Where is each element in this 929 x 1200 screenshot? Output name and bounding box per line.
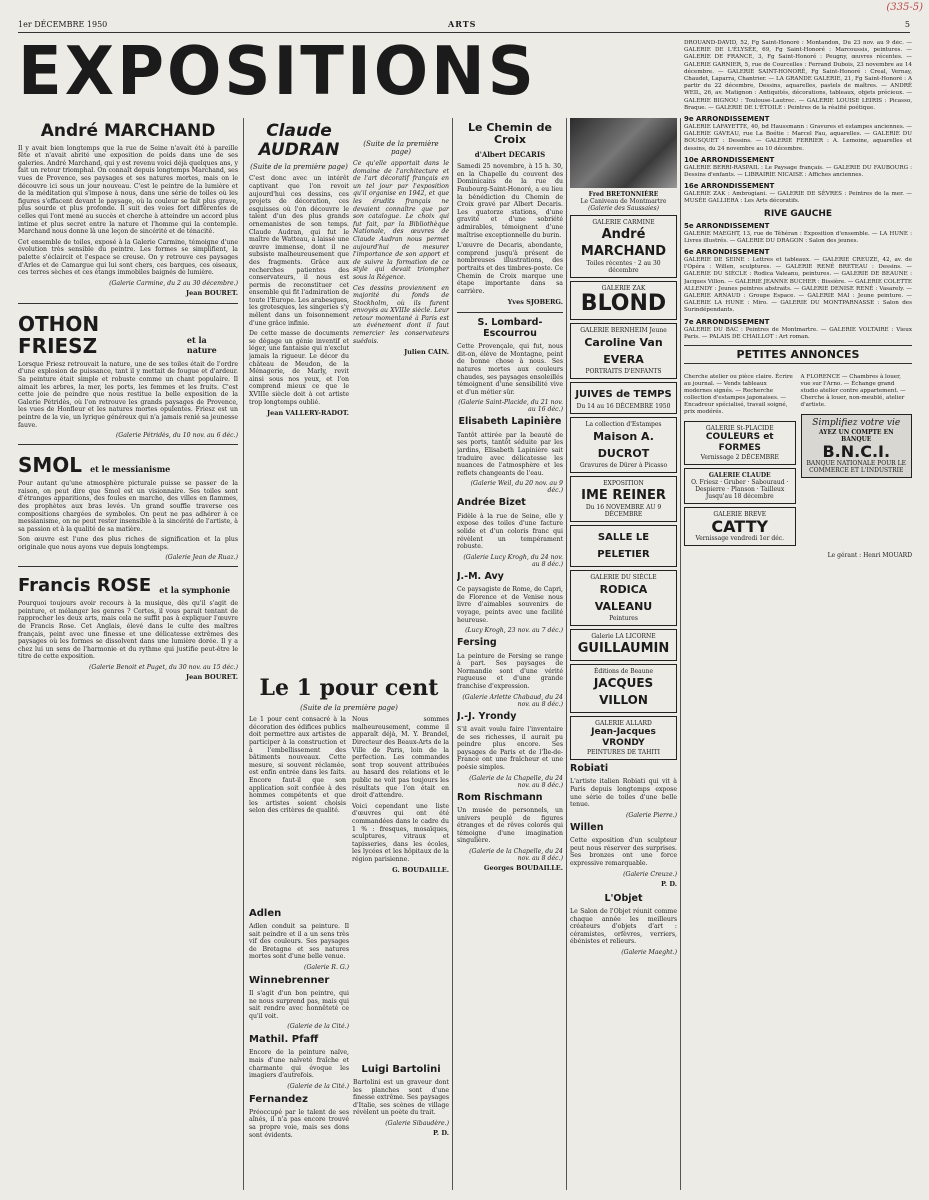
- gallery-ad: [570, 716, 677, 760]
- listing-text: GALERIE MAEGHT, 13, rue de Téhéran : Exposition d'ensemble. — LA HUNE : Livres illustrés. — GALERIE DU DRAGON : Salon des jeunes.: [684, 230, 912, 244]
- article-body: L'œuvre de Decaris, abondante, comprend jusqu'à présent de nombreuses illustrations, des portraits et des timbres-poste. Ce Chemin de Croix marque une étape importante dans sa carrière.: [457, 242, 563, 295]
- classifieds-heading: PETITES ANNONCES: [684, 345, 912, 364]
- gallery-credit: (Galerie Pétridès, du 10 nov. au 6 déc.): [115, 432, 238, 440]
- article-title: Claude AUDRAN: [258, 121, 340, 160]
- column-divider: [243, 118, 244, 1190]
- ad-bank-full-name: BANQUE NATIONALE POUR LE COMMERCE ET L'INDUSTRIE: [806, 460, 906, 475]
- listing-text: GALERIE BERRI-RASPAIL : Le Paysage français. — GALERIE DU FAUBOURG : Dessins d'enfants. — LIBRAIRIE NICAISE : Affiches anciennes.: [684, 164, 912, 179]
- gallery-ad: [570, 215, 677, 278]
- article-title: L'Objet: [604, 892, 643, 904]
- classifieds-text: Cherche atelier ou pièce claire. Écrire au journal. — Vends tableaux modernes signés. — Recherche collection d'estampes japonaises. — Encadreur spécialisé, travail soigné, prix modérés.: [684, 373, 793, 415]
- ad-title: Maison A. DUCROT: [593, 430, 654, 460]
- column-5-ads: [570, 118, 677, 1193]
- column-divider: [680, 118, 681, 1190]
- arrondissement-heading: 16e ARRONDISSEMENT: [684, 182, 775, 191]
- ad-bank-name: B.N.C.I.: [822, 442, 891, 462]
- gallery-credit: (Galerie Arlette Chabaud, du 24 nov. au 8 déc.): [462, 693, 563, 708]
- photo-caption: (Galerie des Saussaies): [588, 205, 659, 212]
- article-body: Un musée de personnels, un univers peuplé de figures étranges et de rêves colorés qui témoigne d'une imagination singulière.: [457, 806, 563, 845]
- author-signature: Jean VALLERY-RADOT.: [267, 409, 349, 418]
- author-signature: P. D.: [660, 879, 677, 888]
- gallery-credit: (Galerie Creuze.): [623, 870, 677, 878]
- column-3: [353, 118, 449, 668]
- divider: [18, 303, 238, 304]
- divider: [18, 566, 238, 567]
- gallery-ad: [570, 525, 677, 567]
- gallery-credit: (Galerie Jean de Ruaz.): [165, 554, 238, 562]
- article-title: Winnebrenner: [249, 974, 330, 986]
- classifieds-text: A FLORENCE — Chambres à louer, vue sur l'Arno. — Échange grand studio atelier contre appartement. — Cherche à louer, non-meublé, atelier d'artiste.: [800, 373, 906, 408]
- gallery-ad: [570, 570, 677, 626]
- article-title: Le 1 pour cent: [259, 675, 439, 701]
- ad-artist: JACQUES VILLON: [593, 676, 654, 707]
- article-body: La peinture de Fersing se range à part. Ses paysages de Normandie sont d'une vérité rugueuse et d'une grande franchise d'expression.: [457, 652, 563, 690]
- author-signature: P. D.: [432, 1128, 449, 1137]
- listing-text: DROUAND-DAVID, 52, Fg Saint-Honoré : Montandon, Du 23 nov. au 9 déc. — GALERIE DE L'ÉLYSÉE, 69, Fg Saint-Honoré : Marcoussis, peintures. — GALERIE DE FRANCE, 3, Fg Saint-Honoré : Peugny, œuvres récentes. — GALERIE GARNIER, 5, rue de Courcelles : Ferrand Dubois, 23 novembre au 14 décembre. — GALERIE SAINT-HONORÉ, Fg Saint-Honoré : Creal, Vernay, Chaudet, Laparra, Chantrier. — LA GRANDE GALERIE, 21, Fg Saint-Honoré : A partir du 22 décembre, Dessins, aquarelles, pastels de maîtres. — ANDRÉ WEIL, 26, av. Matignon : Antiquités, décorations, tableaux, objets précieux. — GALERIE BIGNOU : Toulouse-Lautrec. — GALERIE LOUISE LEIRIS : Picasso, Braque. — GALERIE DE L'ÉTOILE : Peintres de la réalité poétique.: [684, 40, 912, 111]
- author-signature: Jean BOURET.: [186, 673, 238, 682]
- column-divider: [566, 118, 567, 1190]
- author-signature: Yves SJOBERG.: [507, 298, 563, 307]
- article-body: Ce paysagiste de Rome, de Capri, de Florence et de Venise nous livre d'aimables souvenirs de voyage, peints avec une facilité heureuse.: [457, 586, 563, 624]
- article-body: Fidèle à la rue de Seine, elle y expose des toiles d'une facture solide et d'un coloris franc qui révèlent un tempérament robuste.: [457, 512, 563, 551]
- gallery-credit: (Galerie Pierre.): [625, 811, 677, 819]
- ad-gallery: GALERIE DU SIÈCLE: [590, 574, 657, 581]
- article-subtitle: et la nature: [186, 334, 217, 355]
- column-1: [18, 118, 238, 1193]
- ad-dates: Toiles récentes · 2 au 30 décembre: [586, 260, 661, 274]
- gallery-credit: (Galerie Saint-Placide, du 21 nov. au 16 déc.): [458, 399, 563, 414]
- ad-title: JUIVES de TEMPS: [575, 389, 672, 400]
- arrondissement-heading: 7e ARRONDISSEMENT: [684, 317, 770, 326]
- listing-text: GALERIE LAFAYETTE, 40, bd Haussmann : Gravures et estampes anciennes. — GALERIE GAVEAU, rue La Boétie : Marcel Fau, aquarelles. — GALERIE DU BOUSQUET : Dessins. — GALERIE FERRIER : A. Lemoine, aquarelles et dessins, du 24 novembre au 10 décembre.: [684, 124, 912, 152]
- gallery-credit: (Galerie de la Cité.): [287, 1023, 349, 1031]
- ad-artist: GUILLAUMIN: [577, 641, 670, 656]
- ad-title: COULEURS et FORMES: [705, 432, 774, 454]
- ad-artist: RODICA VALEANU: [594, 583, 653, 613]
- gallery-credit: (Galerie de la Chapelle, du 24 nov. au 8 déc.): [469, 847, 563, 862]
- article-title: OTHON FRIESZ: [18, 311, 100, 358]
- gallery-ad: [570, 281, 677, 320]
- page-number: 5: [904, 20, 910, 29]
- arrondissement-heading: 10e ARRONDISSEMENT: [684, 155, 775, 164]
- article-subtitle: d'Albert DECARIS: [474, 150, 546, 160]
- column-2: [249, 118, 349, 668]
- ad-dates: Du 14 au 16 DÉCEMBRE 1950: [576, 403, 671, 410]
- listing-text: GALERIE DU BAC : Peintres de Montmartre. — GALERIE VOLTAIRE : Vieux Paris. — PALAIS DE CHAILLOT : Art roman.: [684, 326, 912, 340]
- ad-dates: Vernissage 2 DÉCEMBRE: [700, 454, 779, 462]
- article-continuation: (Suite de la première page): [250, 163, 348, 172]
- article-title: André MARCHAND: [40, 121, 216, 141]
- author-signature: Jean BOURET.: [186, 288, 238, 297]
- article-body: Nous sommes malheureusement, comme il apparaît déjà, M. Y. Brandel, Directeur des Beaux-Arts de la Ville de Paris, loin de la perfection. Les commandes sont trop souvent attribuées au hasard des relations et le public ne voit pas toujours les résultats que l'on était en droit d'attendre.: [352, 716, 449, 800]
- author-signature: Georges BOUDAILLE.: [483, 863, 563, 872]
- article-continuation: (Suite de la première page): [363, 140, 439, 156]
- masthead: EXPOSITIONS: [18, 33, 537, 111]
- article-body: Le 1 pour cent consacré à la décoration des édifices publics doit permettre aux artistes de participer à la construction et à l'embellissement des bâtiments nouveaux. Cette mesure, si souvent réclamée, est enfin entrée dans les faits. Encore faut-il que son application soit confiée à des hommes compétents et que les artistes soient choisis selon des critères de qualité.: [249, 716, 346, 815]
- ad-dates: Du 16 NOVEMBRE AU 9 DÉCEMBRE: [585, 504, 662, 518]
- article-body: Pour autant qu'une atmosphère picturale puisse se passer de la raison, on peut dire que Smol est un visionnaire. Ses toiles sont d'étranges apparitions, des foules en marche, des villes en flammes, des prophètes aux bras levés. Un grand souffle traverse ces compositions chargées de symboles. On peut ne pas adhérer à ce messianisme, on ne peut rester insensible à la sincérité de l'artiste, à sa passion et à la qualité de sa matière.: [18, 480, 238, 533]
- ad-subject: Gravures de Dürer à Picasso: [579, 462, 668, 469]
- ad-slogan: Simplifiez votre vie: [812, 418, 901, 429]
- ad-gallery: La collection d'Estampes: [585, 421, 662, 428]
- article-body: Encore de la peinture naïve, mais d'une naïveté fraîche et charmante qui évoque les imagiers d'autrefois.: [249, 1049, 349, 1080]
- artwork-photo: [570, 118, 677, 188]
- arrondissement-heading: 6e ARRONDISSEMENT: [684, 248, 770, 257]
- article-body: C'est donc avec un intérêt captivant que l'on revoit aujourd'hui ces dessins, ces projets de décoration, ces esquisses où l'on découvre le talent d'un des plus grands ornemanistes de son temps. Claude Audran, qui fut le maître de Watteau, a laissé une œuvre immense, dont il ne subsiste malheureusement que des fragments. Grâce aux recherches patientes des conservateurs, il nous est permis de reconstituer cet ensemble qui fit l'admiration de toute l'Europe. Les arabesques, les grotesques, les singeries s'y mêlent dans un foisonnement d'une grâce infinie.: [249, 175, 349, 327]
- ad-title: SALLE LE PELETIER: [597, 532, 650, 560]
- issue-date: 1er DÉCEMBRE 1950: [18, 20, 108, 29]
- ad-headline: AYEZ UN COMPTE EN BANQUE: [818, 429, 894, 444]
- article-body: Lorsque Friesz retrouvait la nature, une de ses toiles était de l'ordre d'une explosion de puissance, tant il y mettait de fougue et d'ardeur. Sa peinture était simple et robuste comme un chant populaire. Il aimait les arbres, la mer, les ports, les femmes et les fruits. C'est cette joie de peindre que nous restitue la belle exposition de la Galerie Pétridès, où l'on retrouve les grands paysages de Provence, les vues de Honfleur et les natures mortes opulentes. Friesz est un peintre de la vie, un lyrique généreux qui n'a jamais renié sa jeunesse fauve.: [18, 360, 238, 429]
- article-body: Préoccupé par le talent de ses aînés, il n'a pas encore trouvé sa propre voie, mais ses dons sont évidents.: [249, 1108, 349, 1139]
- article-body: Samedi 25 novembre, à 15 h. 30, en la Chapelle du couvent des Dominicains de la rue du Faubourg-Saint-Honoré, a eu lieu la bénédiction du Chemin de Croix gravé par Albert Decaris. Les quatorze stations, d'une gravité et d'une sobriété admirables, témoignent d'une maîtrise exceptionnelle du burin.: [457, 163, 563, 239]
- ad-artist: André MARCHAND: [580, 227, 667, 259]
- gallery-ad: [570, 417, 677, 473]
- gallery-credit: (Galerie Sibaudère.): [385, 1119, 449, 1127]
- author-signature: G. BOUDAILLE.: [392, 866, 449, 875]
- ad-gallery: GALERIE ALLARD: [595, 720, 652, 727]
- article-body: Pourquoi toujours avoir recours à la musique, dès qu'il s'agit de peinture, et mélanger les genres ? Certes, il vous parait tentant de rapprocher les deux arts, mais cela ne suffit pas à expliquer l'œuvre de Francis Rose. Cet Anglais, élevé dans le culte des maîtres français, peint avec une finesse et une délicatesse extrêmes des paysages où les formes se dissolvent dans une lumière dorée. Il y a chez lui un sens de l'harmonie et du rythme qui justifie peut-être le titre de cette exposition.: [18, 600, 238, 661]
- ad-gallery: GALERIE CARMINE: [592, 219, 655, 226]
- gallery-ad: [570, 664, 677, 713]
- column-4: [457, 118, 563, 1193]
- paper-name: ARTS: [448, 19, 477, 29]
- article-body: Cette exposition d'un sculpteur peut nous réserver des surprises. Ses bronzes ont une force expressive remarquable.: [570, 837, 677, 868]
- gallery-credit: (Galerie Carmine, du 2 au 30 décembre.): [109, 279, 238, 287]
- gallery-credit: (Galerie de la Cité.): [287, 1082, 349, 1090]
- ad-subject: Peintures: [609, 615, 638, 622]
- article-body: Adlen conduit sa peinture. Il sait peindre et il a un sens très vif des couleurs. Ses paysages de Bretagne et ses natures mortes sont d'une belle venue.: [249, 923, 349, 961]
- article-body: Cet ensemble de toiles, exposé à la Galerie Carmine, témoigne d'une évolution très sensible du peintre. Les formes se simplifient, la palette s'éclaircit et l'espace se creuse. On y retrouve ces paysages d'Arles et de Camargue qui lui sont chers, ces barques, ces oiseaux, ces terres sèches et ces étangs immobiles baignés de lumière.: [18, 238, 238, 277]
- ad-gallery: Galerie LA LICORNE: [591, 633, 656, 640]
- ad-artist: Caroline Van EVERA: [584, 336, 663, 366]
- ad-gallery: GALERIE St-PLACIDE: [705, 425, 774, 433]
- center-article: [249, 672, 449, 900]
- lower-column-a: [249, 904, 349, 1194]
- article-title: Francis ROSE: [18, 575, 152, 597]
- page-header: [18, 18, 910, 33]
- photo-caption: Fred BRETONNIÈRE: [588, 191, 659, 198]
- publisher-footer: Le gérant : Henri MOUARD: [827, 552, 912, 560]
- article-body: Voici cependant une liste d'œuvres qui ont été commandées dans le cadre du 1 % : fresques, mosaïques, sculptures, vitraux et tapisseries, dans les écoles, les lycées et les hôpitaux de la région parisienne.: [352, 802, 449, 863]
- listing-text: GALERIE DE SEINE : Lettres et tableaux. — GALERIE CREUZE, 42, av. de l'Opéra : Willen, sculptures. — GALERIE RENÉ BRETEAU : Dessins. — GALERIE DU SIÈCLE : Rodica Valeanu, peintures. — GALERIE DE BEAUNE : Jacques Villon. — GALERIE JEANNE BUCHER : Bissière. — GALERIE COLETTE ALLENDY : Jeunes peintres abstraits. — GALERIE DENISE RENÉ : Vasarely. — GALERIE ARNAUD : Groupe Espace. — GALERIE MAI : Jeune peinture. — GALERIE LA HUNE : Miro. — GALERIE DU MONTPARNASSE : Salon des Surindépendants.: [684, 257, 912, 314]
- gallery-credit: (Galerie Benoit et Puget, du 30 nov. au 15 déc.): [88, 664, 238, 672]
- article-title: SMOL: [18, 453, 83, 478]
- article-title: J.-J. Yrondy: [457, 710, 517, 722]
- column-divider: [452, 118, 453, 1190]
- article-title: Fernandez: [249, 1093, 308, 1105]
- ad-artist: Jean-Jacques VRONDY: [591, 727, 656, 748]
- article-title: Fersing: [457, 637, 497, 649]
- article-body: Il y avait bien longtemps que la rue de Seine n'avait été à pareille fête et n'avait abrité une exposition de poids dans une de ses galeries. André Marchand, qui y est revenu voici déjà quelques ans, y fait un retour triomphal. On connaît depuis longtemps Marchand, ses vues de Provence, ses paysages et ses natures mortes, mais on le découvre ici sous un jour nouveau. C'est le peintre de la lumière et de la méditation qui s'impose à nous, dans une série de toiles où les figures s'effacent devant le paysage, où la couleur se fait plus grave, plus sourde et plus profonde. Il suit des voies fort différentes de celles qui l'ont mené au succès et cherche à atteindre un accord plus intime et plus secret entre la nature et l'homme qui la contemple. Marchand nous donne là une leçon de sincérité et de ténacité.: [18, 144, 238, 236]
- ad-subject: PORTRAITS D'ENFANTS: [585, 368, 662, 375]
- article-title: Adlen: [249, 908, 282, 919]
- article-body: L'artiste italien Robiati qui vit à Paris depuis longtemps expose une série de toiles d'une belle tenue.: [570, 778, 677, 809]
- photo-caption: Le Caniveau de Montmartre: [580, 198, 667, 205]
- ad-gallery: Éditions de Beaune: [593, 668, 654, 675]
- column-listings: [684, 40, 912, 1190]
- gallery-ad: [570, 323, 677, 379]
- ad-artist: CATTY: [711, 517, 769, 537]
- gallery-credit: (Galerie de la Chapelle, du 24 nov. au 8 déc.): [469, 774, 563, 789]
- article-body: Ce qu'elle apportait dans le domaine de l'architecture et de l'art décoratif français en un tel jour par l'exposition qu'il organise en 1942, et que les érudits français ne devaient connaître que par son catalogue. Le choix qui fut fait, par la Bibliothèque Nationale, des œuvres de Claude Audran nous permet aujourd'hui de mesurer l'importance de son apport et de suivre la formation de ce style qui devait triompher sous la Régence.: [353, 160, 449, 281]
- article-title: Robiati: [570, 763, 609, 774]
- article-body: Son œuvre est l'une des plus riches de signification et la plus originale que nous ayons vue depuis longtemps.: [18, 536, 238, 551]
- arrondissement-heading: 5e ARRONDISSEMENT: [684, 221, 770, 230]
- gallery-ad: [684, 421, 796, 465]
- archive-annotation: (335-5): [886, 2, 923, 13]
- article-title: Andrée Bizet: [457, 497, 526, 509]
- ad-subject: PEINTURES DE TAHITI: [586, 749, 661, 756]
- article-title: Willen: [570, 821, 604, 833]
- article-title: Elisabeth Lapinière: [458, 416, 562, 428]
- ad-dates: Jusqu'au 18 décembre: [705, 493, 774, 501]
- gallery-credit: (Galerie R. G.): [304, 963, 349, 971]
- bank-ad: [801, 414, 913, 478]
- ad-gallery: GALERIE BREVE: [713, 511, 767, 519]
- ad-gallery: GALERIE CLAUDE: [708, 472, 771, 480]
- article-body: De cette masse de documents se dégage un génie inventif et léger, une fantaisie qui n'exclut jamais la rigueur. Le décor du château de Meudon, de la Ménagerie, de Marly, revit ainsi sous nos yeux, et l'on comprend mieux ce que le XVIIIe siècle doit à cet artiste trop longtemps oublié.: [249, 330, 349, 406]
- article-body: Ces dessins proviennent en majorité du fonds de Stockholm, où ils furent envoyés au XVIIIe siècle. Leur retour momentané à Paris est un événement dont il faut remercier les conservateurs suédois.: [353, 284, 449, 345]
- gallery-credit: (Galerie Maeght.): [621, 949, 677, 957]
- gallery-ad: [684, 468, 796, 504]
- gallery-ad: [570, 476, 677, 522]
- article-subtitle: et la symphonie: [159, 585, 231, 596]
- ad-artists: O. Friesz · Gruber · Sabouraud · Despierre · Planson · Tailleux: [691, 479, 789, 494]
- listing-text: GALERIE ZAK : Ambrogiani. — GALERIE DE SÈVRES : Peintres de la mer. — MUSÉE GALLIERA : Les Arts décoratifs.: [684, 191, 912, 205]
- article-title: S. Lombard-Escourrou: [477, 317, 543, 339]
- divider: [457, 312, 563, 313]
- gallery-credit: (Galerie Lucy Krogh, du 24 nov. au 8 déc.): [463, 553, 563, 568]
- article-body: S'il avait voulu faire l'inventaire de ses richesses, il aurait pu peindre plus encore. Ses paysages de Paris et de l'Île-de-France ont une fraîcheur et une poésie simples.: [457, 725, 563, 771]
- ad-dates: Vernissage vendredi 1er déc.: [695, 535, 785, 543]
- gallery-ad: [570, 629, 677, 661]
- gallery-ad: [684, 507, 796, 546]
- ad-gallery: EXPOSITION: [603, 480, 644, 487]
- arrondissement-heading: 9e ARRONDISSEMENT: [684, 115, 770, 124]
- article-title: Mathil. Pfaff: [249, 1034, 319, 1046]
- section-heading: RIVE GAUCHE: [763, 208, 833, 219]
- author-signature: Julien CAIN.: [404, 348, 449, 357]
- article-title: Rom Rischmann: [457, 791, 543, 803]
- article-continuation: (Suite de la première page): [300, 704, 398, 713]
- article-body: Le Salon de l'Objet réunit comme chaque année les meilleurs créateurs d'objets d'art : céramistes, orfèvres, verriers, ébénistes et relieurs.: [570, 908, 677, 946]
- article-body: Tantôt attirée par la beauté de ses ports, tantôt séduite par les jardins, Elisabeth Lapinière sait traduire avec délicatesse les nuances de l'atmosphère et les reflets changeants de l'eau.: [457, 431, 563, 477]
- gallery-credit: (Galerie Weil, du 20 nov. au 9 déc.): [470, 480, 563, 495]
- divider: [18, 444, 238, 445]
- gallery-credit: (Lucy Krogh, 23 nov. au 7 déc.): [465, 627, 563, 635]
- ad-artist: IME REINER: [581, 488, 666, 503]
- ad-gallery: GALERIE BERNHEIM Jeune: [580, 327, 667, 334]
- article-title: Luigi Bartolini: [361, 1064, 441, 1075]
- article-title: J.-M. Avy: [457, 570, 504, 582]
- article-title: Le Chemin de Croix: [468, 121, 552, 147]
- lower-column-b: [353, 1060, 449, 1194]
- article-body: Il s'agit d'un bon peintre, qui ne nous surprend pas, mais qui sait rendre avec honnêteté ce qu'il voit.: [249, 989, 349, 1020]
- article-body: Bartolini est un graveur dont les planches sont d'une finesse extrême. Ses paysages d'Italie, ses scènes de village révèlent un poète du trait.: [353, 1079, 449, 1117]
- gallery-ad: [570, 382, 677, 414]
- article-subtitle: et le messianisme: [90, 464, 171, 475]
- article-body: Cette Provençale, qui fut, nous dit-on, élève de Montagne, peint de bonne chose à nous. Ses natures mortes aux couleurs chaudes, ses paysages ensoleillés témoignent d'une sensibilité vive et d'un métier sûr.: [457, 343, 563, 396]
- ad-artist: BLOND: [580, 291, 667, 316]
- ad-gallery: GALERIE ZAK: [601, 285, 646, 292]
